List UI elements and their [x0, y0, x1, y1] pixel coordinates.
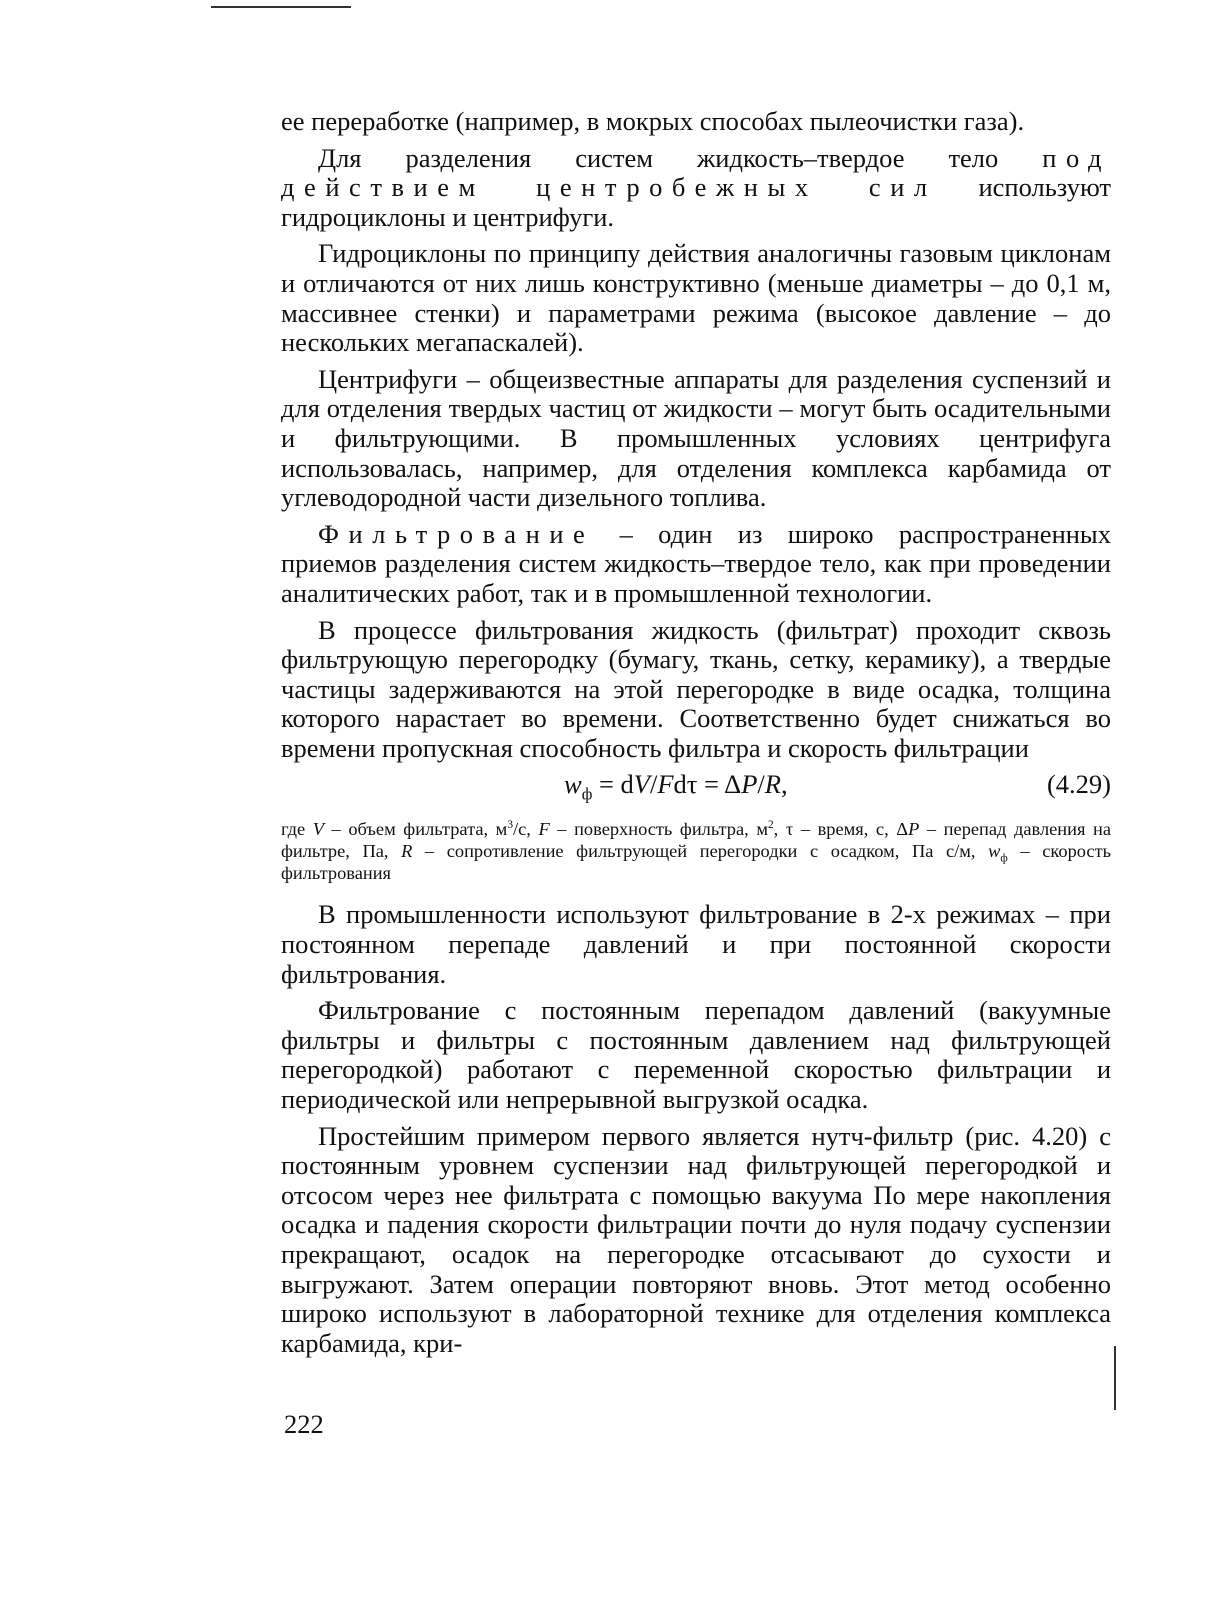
formula-legend: [281, 818, 1111, 884]
paragraph-6: [281, 616, 1111, 764]
legend-sub: ф: [1000, 853, 1008, 866]
legend-text: – перепад давления на фильтре, Па,: [281, 819, 1112, 862]
legend-text: – поверхность фильтра, м: [549, 819, 768, 840]
paragraph-5-spaced: Фильтрование: [318, 518, 595, 549]
legend-var-P: P: [908, 819, 920, 840]
legend-sup: 2: [767, 819, 774, 832]
paragraph-2-spaced: под действием центробежных сил: [281, 142, 1111, 203]
formula-F: F: [657, 769, 674, 800]
formula-P: P: [741, 769, 758, 800]
legend-text: , τ – время, с, Δ: [773, 819, 909, 840]
formula-w: w: [564, 769, 582, 800]
paragraph-5-post: – один из широко распространенных приемов разделения систем жидкость–твердое тело, как при проведении аналитических работ, так и в промышленной технологии.: [281, 518, 1111, 608]
paragraph-4-text: Центрифуги – общеизвестные аппараты для разделения суспензий и для отделения твердых частиц от жидкости – могут быть осадительными и фильтрующими. В промышленных условиях центрифуга использовалась, например, для отделения комплекса карбамида от углеводородной части дизельного топлива.: [281, 363, 1111, 513]
paragraph-4: [281, 365, 1111, 513]
formula-w-sub: ф: [581, 784, 593, 804]
formula-slash2: /: [757, 769, 765, 800]
formula-slash1: /: [649, 769, 658, 800]
paragraph-3-text: Гидроциклоны по принципу действия аналогичны газовым циклонам и отличаются от них лишь конструктивно (меньше диаметры – до 0,1 м, массивнее стенки) и параметрами режима (высокое давление – до нескольких мегапаскалей).: [281, 238, 1111, 358]
formula-V: V: [633, 769, 650, 800]
paragraph-7: [281, 900, 1111, 989]
legend-text: /с,: [513, 819, 539, 840]
paragraph-6-text: В процессе фильтрования жидкость (фильтрат) проходит сквозь фильтрующую перегородку (бумагу, ткань, сетку, керамику), а твердые частицы задерживаются на этой перегородке в виде осадка, толщина которого нарастает во времени. Соответственно будет снижаться во времени пропускная способность фильтра и скорость фильтрации: [281, 614, 1111, 763]
legend-sup: 3: [507, 819, 514, 832]
legend-text: где: [281, 819, 313, 840]
formula-R: R: [764, 769, 781, 800]
legend-var-V: V: [312, 819, 324, 840]
paragraph-9-text: Простейшим примером первого является нутч-фильтр (рис. 4.20) с постоянным уровнем суспензии над фильтрующей перегородкой и отсосом через нее фильтрата с помощью вакуума По мере накопления осадка и падения скорости фильтрации почти до нуля подачу суспензии прекращают, осадок на перегородке отсасывают до сухости и выгружают. Затем операции повторяют вновь. Этот метод особенно широко используют в лабораторной технике для отделения комплекса карбамида, кри-: [281, 1120, 1111, 1358]
page-number: 222: [284, 1409, 324, 1439]
equation-number: (4.29): [1046, 769, 1111, 800]
formula-eq1: = d: [592, 769, 634, 800]
margin-bar: [1114, 1346, 1116, 1410]
formula-comma: ,: [780, 769, 788, 800]
paragraph-2-post: используют гидроциклоны и центрифуги.: [281, 172, 1111, 232]
paragraph-9: [281, 1122, 1111, 1359]
paragraph-2-pre: Для разделения систем жидкость–твердое тело: [318, 142, 1043, 173]
legend-text: – скорость фильтрования: [281, 841, 1112, 884]
formula-dtau: dτ = Δ: [673, 769, 742, 800]
paragraph-3: [281, 239, 1111, 357]
legend-text: – сопротивление фильтрующей перегородки с осадком, Па с/м,: [412, 841, 989, 862]
header-rule: [211, 6, 351, 8]
legend-var-R: R: [401, 841, 413, 862]
paragraph-1: [281, 107, 1111, 137]
legend-var-w: w: [988, 841, 1001, 862]
equation-4-29: [281, 770, 1111, 804]
paragraph-2: [281, 144, 1111, 233]
legend-var-F: F: [538, 819, 550, 840]
paragraph-5: [281, 520, 1111, 609]
legend-text: – объем фильтрата, м: [323, 819, 508, 840]
paragraph-8-text: Фильтрование с постоянным перепадом давлений (вакуумные фильтры и фильтры с постоянным давлением над фильтрующей перегородкой) работают с переменной скоростью фильтрации и периодической или непрерывной выгрузкой осадка.: [281, 995, 1111, 1115]
paragraph-7-text: В промышленности используют фильтрование в 2-х режимах – при постоянном перепаде давлений и при постоянной скорости фильтрования.: [281, 899, 1111, 989]
paragraph-1-text: ее переработке (например, в мокрых способах пылеочистки газа).: [281, 106, 1025, 136]
page-body: [281, 107, 1111, 1365]
paragraph-8: [281, 996, 1111, 1114]
formula: [564, 769, 788, 804]
